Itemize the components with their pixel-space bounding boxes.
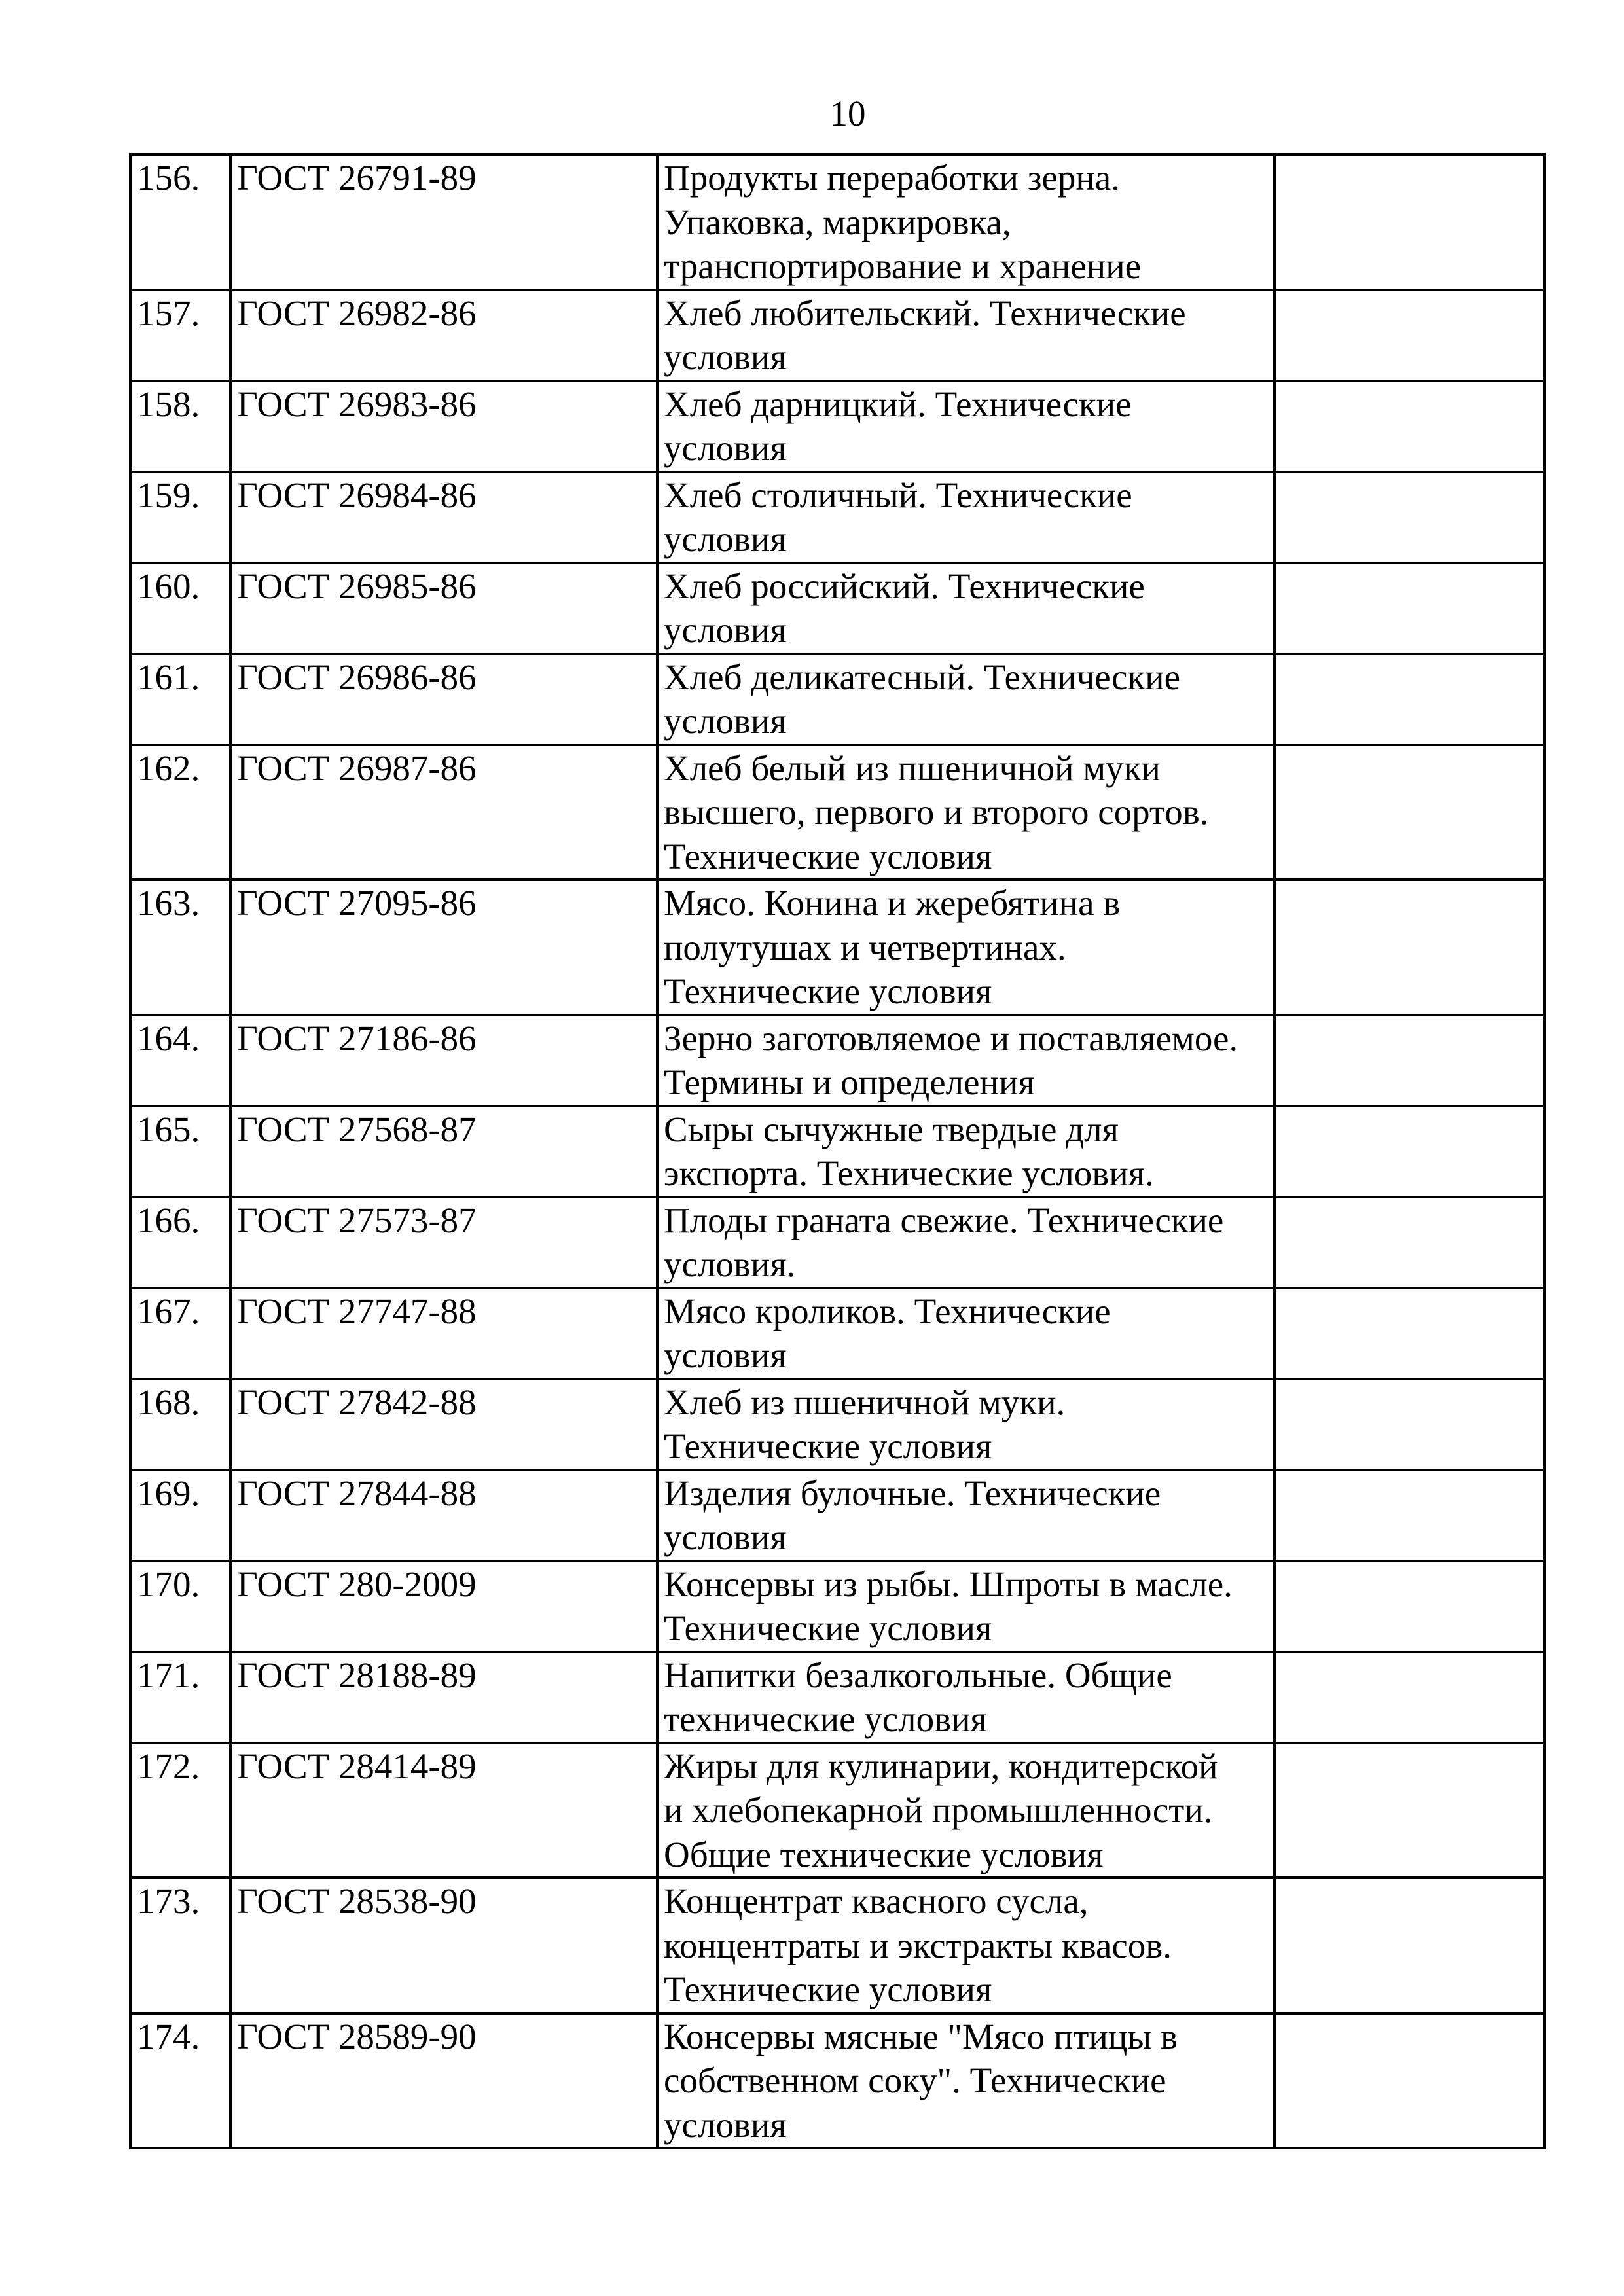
standard-title: Мясо. Конина и жеребятина в полутушах и четвертинах. Технические условия — [657, 880, 1274, 1015]
note-cell — [1274, 654, 1545, 745]
table-row — [130, 563, 1545, 654]
standard-code: ГОСТ 28589-90 — [230, 2013, 657, 2149]
note-cell — [1274, 1197, 1545, 1288]
standard-code: ГОСТ 27186-86 — [230, 1015, 657, 1106]
note-cell — [1274, 563, 1545, 654]
note-cell — [1274, 381, 1545, 472]
standard-code: ГОСТ 26985-86 — [230, 563, 657, 654]
standard-title: Плоды граната свежие. Технические условия. — [657, 1197, 1274, 1288]
row-number: 169. — [130, 1470, 230, 1561]
note-cell — [1274, 1288, 1545, 1379]
standard-title: Хлеб столичный. Технические условия — [657, 472, 1274, 563]
table-row — [130, 1470, 1545, 1561]
row-number: 173. — [130, 1878, 230, 2013]
table-row — [130, 1379, 1545, 1470]
note-cell — [1274, 1015, 1545, 1106]
standard-code: ГОСТ 28414-89 — [230, 1743, 657, 1878]
note-cell — [1274, 154, 1545, 290]
standard-code: ГОСТ 26984-86 — [230, 472, 657, 563]
standard-code: ГОСТ 26791-89 — [230, 154, 657, 290]
table-row — [130, 1288, 1545, 1379]
row-number: 166. — [130, 1197, 230, 1288]
standard-code: ГОСТ 28188-89 — [230, 1652, 657, 1743]
table-row — [130, 472, 1545, 563]
note-cell — [1274, 472, 1545, 563]
standard-title: Хлеб любительский. Технические условия — [657, 290, 1274, 381]
table-row — [130, 1015, 1545, 1106]
standard-title: Зерно заготовляемое и поставляемое. Термины и определения — [657, 1015, 1274, 1106]
note-cell — [1274, 2013, 1545, 2149]
standard-title: Хлеб дарницкий. Технические условия — [657, 381, 1274, 472]
standard-title: Изделия булочные. Технические условия — [657, 1470, 1274, 1561]
standard-code: ГОСТ 26982-86 — [230, 290, 657, 381]
standard-code: ГОСТ 280-2009 — [230, 1561, 657, 1652]
note-cell — [1274, 290, 1545, 381]
standards-table — [129, 153, 1546, 2149]
row-number: 162. — [130, 745, 230, 880]
note-cell — [1274, 745, 1545, 880]
note-cell — [1274, 1561, 1545, 1652]
table-row — [130, 745, 1545, 880]
note-cell — [1274, 1379, 1545, 1470]
standard-code: ГОСТ 27568-87 — [230, 1106, 657, 1197]
standard-title: Напитки безалкогольные. Общие технические условия — [657, 1652, 1274, 1743]
table-row — [130, 1197, 1545, 1288]
note-cell — [1274, 1470, 1545, 1561]
standard-code: ГОСТ 27573-87 — [230, 1197, 657, 1288]
standard-code: ГОСТ 27095-86 — [230, 880, 657, 1015]
standard-code: ГОСТ 27842-88 — [230, 1379, 657, 1470]
row-number: 161. — [130, 654, 230, 745]
standard-title: Хлеб деликатесный. Технические условия — [657, 654, 1274, 745]
row-number: 170. — [130, 1561, 230, 1652]
standard-title: Жиры для кулинарии, кондитерской и хлебопекарной промышленности. Общие технические условия — [657, 1743, 1274, 1878]
row-number: 172. — [130, 1743, 230, 1878]
standard-title: Консервы мясные "Мясо птицы в собственном соку". Технические условия — [657, 2013, 1274, 2149]
table-row — [130, 290, 1545, 381]
note-cell — [1274, 1743, 1545, 1878]
table-row — [130, 2013, 1545, 2149]
row-number: 164. — [130, 1015, 230, 1106]
standard-code: ГОСТ 26986-86 — [230, 654, 657, 745]
row-number: 156. — [130, 154, 230, 290]
table-row — [130, 154, 1545, 290]
standard-code: ГОСТ 26987-86 — [230, 745, 657, 880]
page-number: 10 — [829, 94, 866, 134]
row-number: 160. — [130, 563, 230, 654]
table-row — [130, 1106, 1545, 1197]
standard-title: Сыры сычужные твердые для экспорта. Технические условия. — [657, 1106, 1274, 1197]
row-number: 174. — [130, 2013, 230, 2149]
standard-code: ГОСТ 26983-86 — [230, 381, 657, 472]
row-number: 165. — [130, 1106, 230, 1197]
table-row — [130, 1561, 1545, 1652]
note-cell — [1274, 1652, 1545, 1743]
standard-code: ГОСТ 28538-90 — [230, 1878, 657, 2013]
note-cell — [1274, 880, 1545, 1015]
standard-title: Хлеб из пшеничной муки. Технические условия — [657, 1379, 1274, 1470]
row-number: 158. — [130, 381, 230, 472]
row-number: 159. — [130, 472, 230, 563]
row-number: 167. — [130, 1288, 230, 1379]
table-row — [130, 1743, 1545, 1878]
standard-title: Мясо кроликов. Технические условия — [657, 1288, 1274, 1379]
row-number: 171. — [130, 1652, 230, 1743]
table-row — [130, 654, 1545, 745]
standard-code: ГОСТ 27747-88 — [230, 1288, 657, 1379]
standard-title: Консервы из рыбы. Шпроты в масле. Технические условия — [657, 1561, 1274, 1652]
standard-code: ГОСТ 27844-88 — [230, 1470, 657, 1561]
note-cell — [1274, 1106, 1545, 1197]
note-cell — [1274, 1878, 1545, 2013]
table-row — [130, 381, 1545, 472]
standard-title: Хлеб российский. Технические условия — [657, 563, 1274, 654]
row-number: 168. — [130, 1379, 230, 1470]
standard-title: Хлеб белый из пшеничной муки высшего, первого и второго сортов. Технические условия — [657, 745, 1274, 880]
standard-title: Концентрат квасного сусла, концентраты и экстракты квасов. Технические условия — [657, 1878, 1274, 2013]
table-row — [130, 1652, 1545, 1743]
standard-title: Продукты переработки зерна. Упаковка, маркировка, транспортирование и хранение — [657, 154, 1274, 290]
table-row — [130, 1878, 1545, 2013]
table-row — [130, 880, 1545, 1015]
row-number: 157. — [130, 290, 230, 381]
row-number: 163. — [130, 880, 230, 1015]
standards-table-body — [130, 154, 1545, 2148]
